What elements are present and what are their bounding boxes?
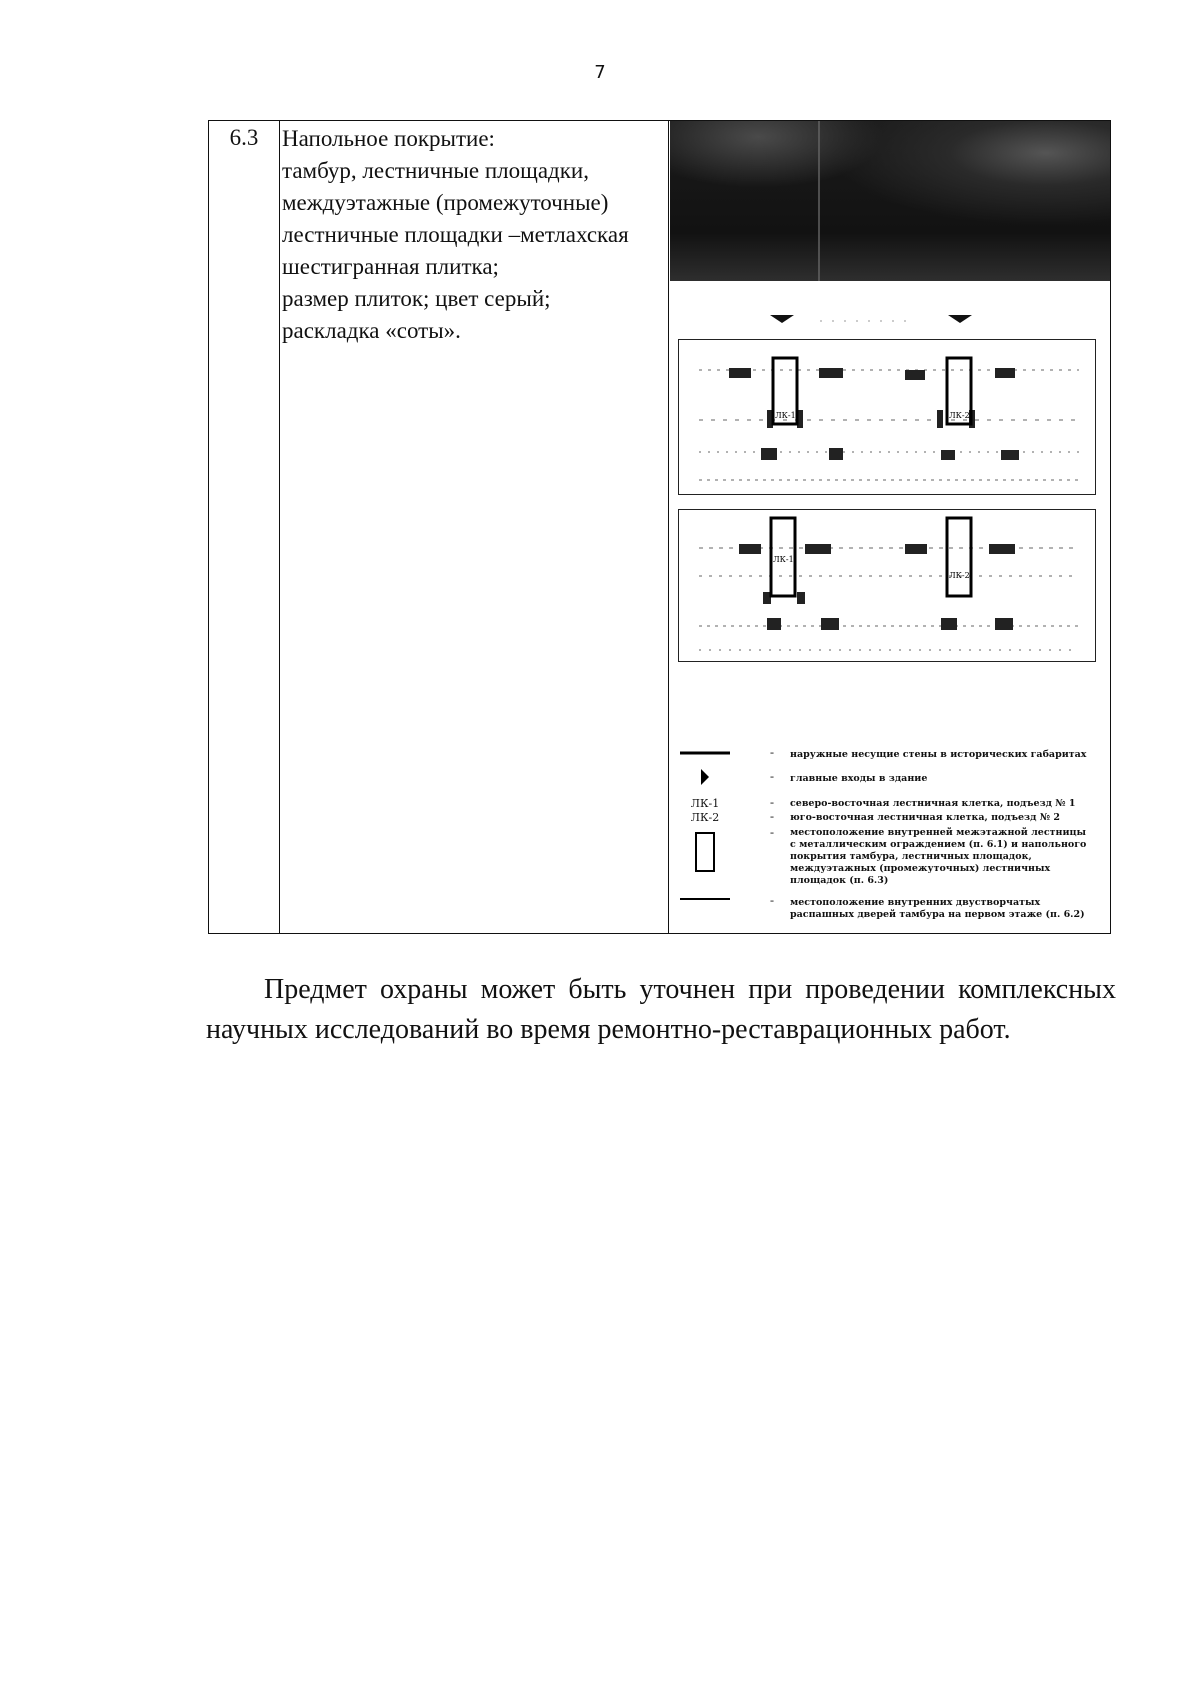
page-number: 7 — [594, 62, 606, 83]
legend-item: ЛК-2 - юго-восточная лестничная клетка, подъезд № 2 — [670, 811, 1110, 825]
legend-text: наружные несущие стены в исторических габаритах — [790, 749, 1087, 760]
illustration-cell — [670, 121, 1110, 933]
entrance-markers — [670, 313, 1110, 333]
floor-plan-typical-drawing — [679, 510, 1097, 663]
legend-symbol: ЛК-2 — [690, 811, 720, 824]
protection-subject-table — [208, 120, 1111, 934]
column-divider — [279, 121, 280, 933]
legend — [670, 741, 1110, 931]
footer-paragraph: Предмет охраны может быть уточнен при проведении комплексных научных исследований во время ремонтно-реставрационных работ. — [206, 974, 1116, 1045]
legend-text: юго-восточная лестничная клетка, подъезд № 2 — [790, 812, 1060, 823]
floor-plan-first-drawing — [679, 340, 1097, 496]
column-divider — [668, 121, 669, 933]
stair-outline-icon — [947, 518, 971, 596]
rectangle-outline-icon — [678, 831, 732, 875]
thin-line-icon — [678, 895, 732, 903]
legend-symbol: ЛК-1 — [690, 797, 720, 810]
row-number: 6.3 — [229, 125, 259, 150]
legend-text: главные входы в здание — [790, 773, 928, 784]
floor-tile-photo — [670, 121, 1110, 281]
entrance-marker-icon — [770, 315, 794, 323]
floor-plan-first — [678, 339, 1096, 495]
row-description: Напольное покрытие: тамбур, лестничные площадки, междуэтажные (промежуточные) лестничные площадки –метлахская шестигранная плитка; размер плиток; цвет серый; раскладка «соты». — [282, 126, 629, 343]
floor-plan-typical — [678, 509, 1096, 662]
legend-item: ЛК-1 - северо-восточная лестничная клетка, подъезд № 1 — [670, 797, 1110, 811]
stair-label-1: ЛК-1 — [775, 411, 796, 420]
stair-label-2: ЛК-2 — [949, 411, 970, 420]
entrance-marker-icon — [948, 315, 972, 323]
thick-line-icon — [678, 748, 732, 758]
legend-item: - местоположение внутренней межэтажной лестницы с металлическим ограждением (п. 6.1) и напольного покрытия тамбура, лестничных площадок, междуэтажных (промежуточных) лестничных площадок (п. 6.3) — [670, 827, 1110, 883]
legend-item: - наружные несущие стены в исторических габаритах — [670, 745, 1110, 763]
legend-text: местоположение внутренней межэтажной лестницы с металлическим ограждением (п. 6.1) и напольного покрытия тамбура, лестничных площадок, междуэтажных (промежуточных) лестничных площадок (п. 6.3) — [790, 827, 1087, 886]
legend-text: местоположение внутренних двустворчатых распашных дверей тамбура на первом этаже (п. 6.2) — [790, 897, 1085, 920]
photo-divider — [818, 121, 820, 281]
entrance-triangle-icon — [678, 767, 732, 787]
legend-text: северо-восточная лестничная клетка, подъезд № 1 — [790, 798, 1076, 809]
legend-item: - местоположение внутренних двустворчатых распашных дверей тамбура на первом этаже (п. 6.2) — [670, 891, 1110, 925]
stair-label-1: ЛК-1 — [773, 555, 794, 564]
legend-item: - главные входы в здание — [670, 767, 1110, 787]
stair-label-2: ЛК-2 — [949, 571, 970, 580]
